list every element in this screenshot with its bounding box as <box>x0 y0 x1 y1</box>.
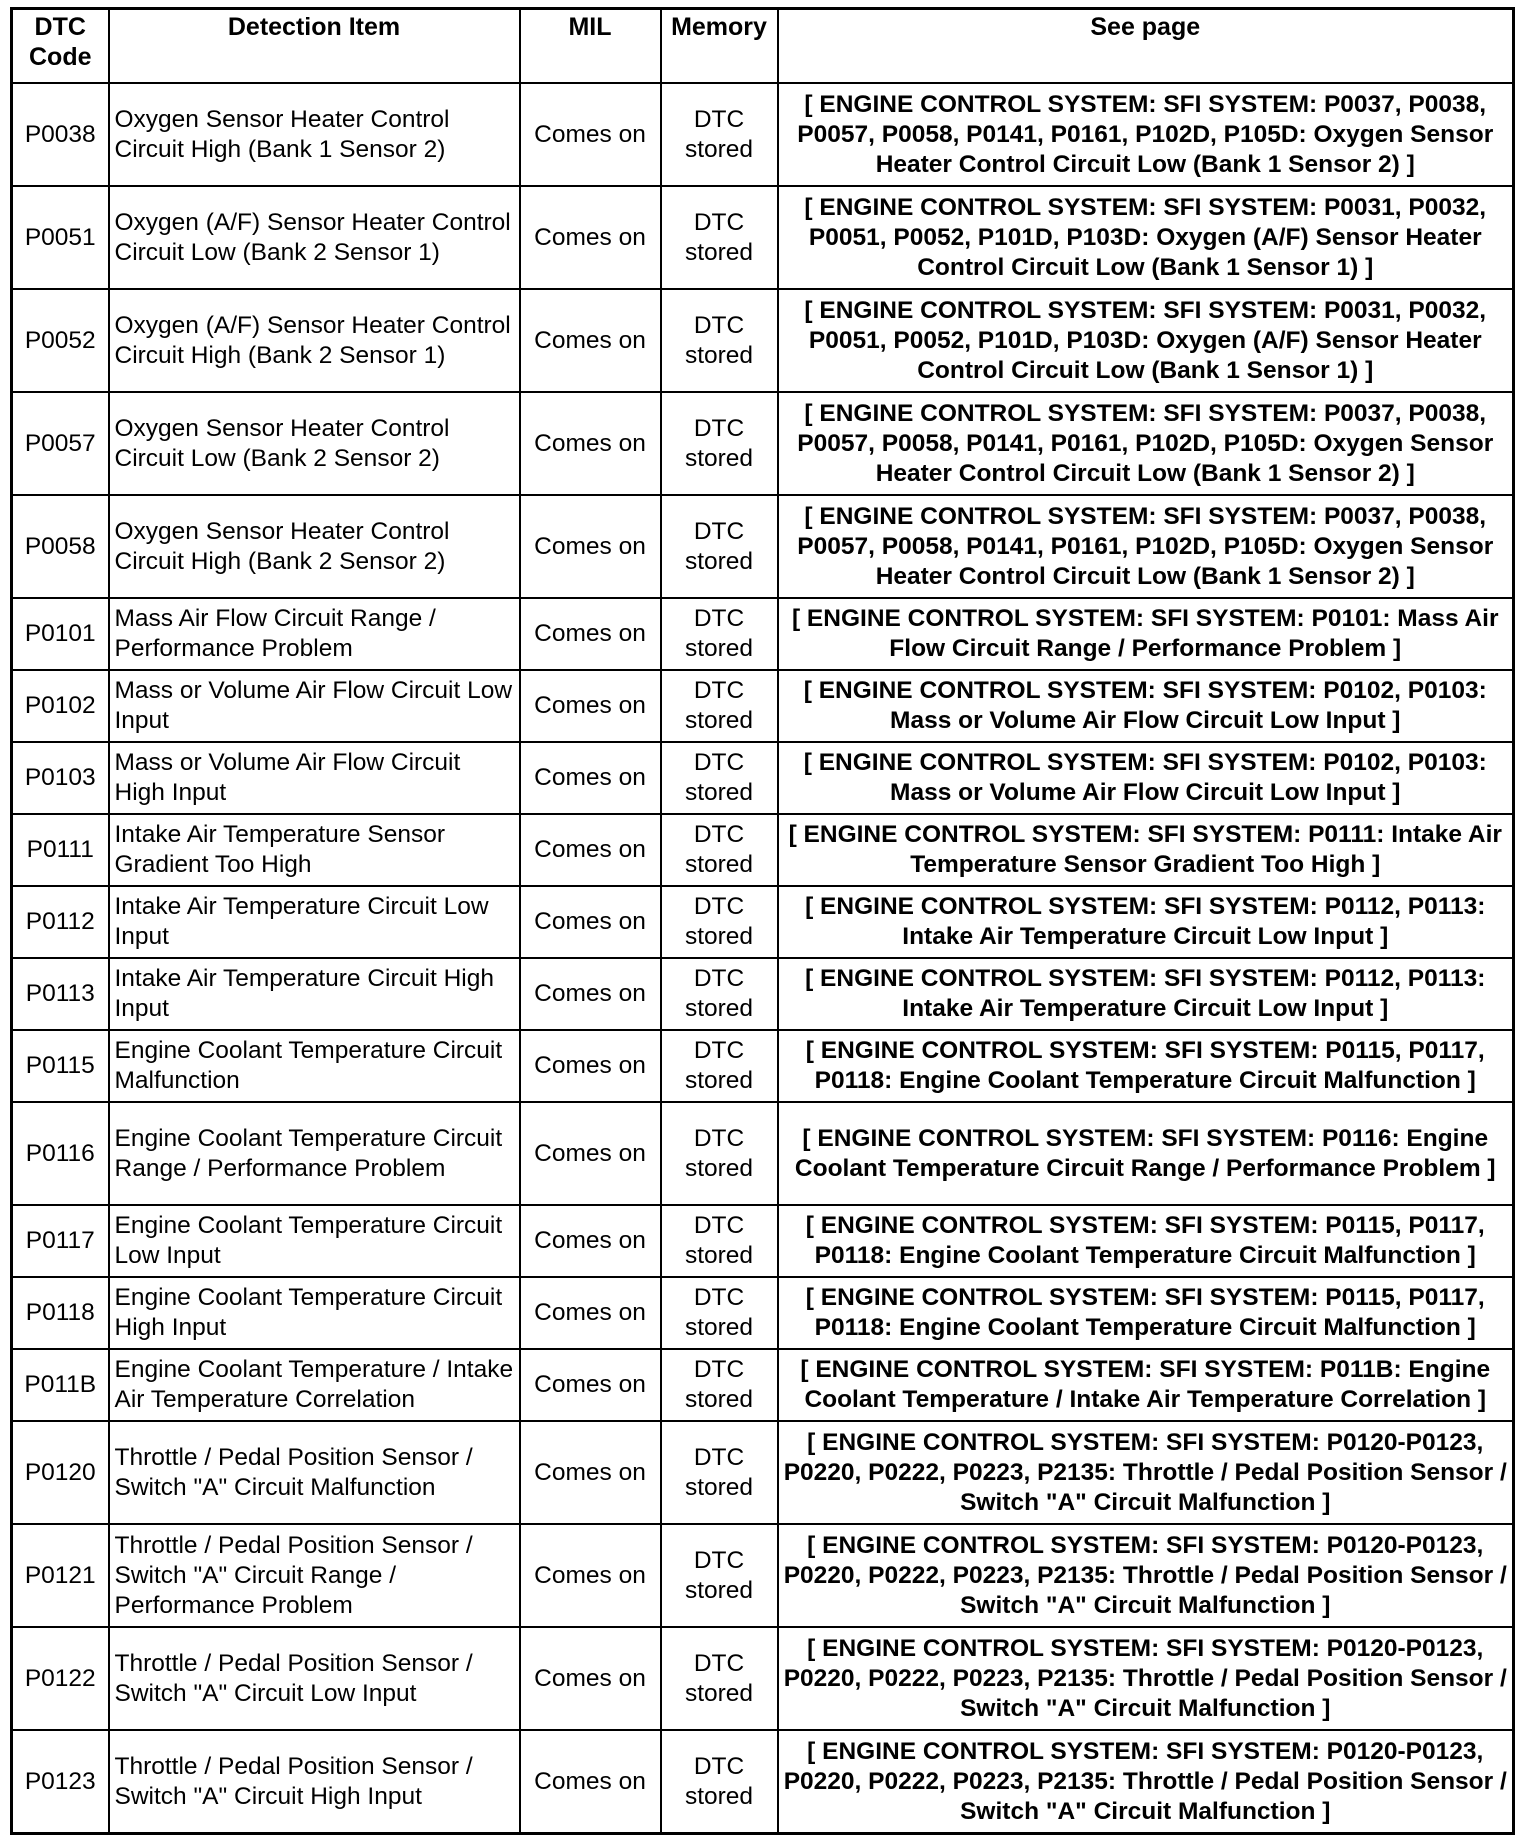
see-page-link[interactable]: [ ENGINE CONTROL SYSTEM: SFI SYSTEM: P0120-P0123, P0220, P0222, P0223, P2135: Throttle / Pedal Position Sensor / Switch "A" Circuit Malfunction ] <box>778 1627 1514 1730</box>
table-row <box>12 670 1514 742</box>
mil-status: Comes on <box>520 83 661 186</box>
table-row <box>12 1102 1514 1205</box>
dtc-code: P011B <box>12 1349 109 1421</box>
memory-status: DTC stored <box>661 1421 778 1524</box>
header-see-page: See page <box>778 9 1514 84</box>
mil-status: Comes on <box>520 1349 661 1421</box>
detection-item: Intake Air Temperature Sensor Gradient Too High <box>109 814 520 886</box>
dtc-code: P0052 <box>12 289 109 392</box>
mil-status: Comes on <box>520 289 661 392</box>
mil-status: Comes on <box>520 1102 661 1205</box>
detection-item: Engine Coolant Temperature Circuit Low Input <box>109 1205 520 1277</box>
see-page-link[interactable]: [ ENGINE CONTROL SYSTEM: SFI SYSTEM: P0037, P0038, P0057, P0058, P0141, P0161, P102D, P105D: Oxygen Sensor Heater Control Circuit Low (Bank 1 Sensor 2) ] <box>778 392 1514 495</box>
see-page-link[interactable]: [ ENGINE CONTROL SYSTEM: SFI SYSTEM: P0037, P0038, P0057, P0058, P0141, P0161, P102D, P105D: Oxygen Sensor Heater Control Circuit Low (Bank 1 Sensor 2) ] <box>778 495 1514 598</box>
dtc-code: P0123 <box>12 1730 109 1834</box>
memory-status: DTC stored <box>661 1730 778 1834</box>
table-row <box>12 1730 1514 1834</box>
table-row <box>12 495 1514 598</box>
table-row <box>12 742 1514 814</box>
detection-item: Throttle / Pedal Position Sensor / Switch "A" Circuit High Input <box>109 1730 520 1834</box>
memory-status: DTC stored <box>661 392 778 495</box>
table-row <box>12 1524 1514 1627</box>
mil-status: Comes on <box>520 958 661 1030</box>
see-page-link[interactable]: [ ENGINE CONTROL SYSTEM: SFI SYSTEM: P0101: Mass Air Flow Circuit Range / Performance Problem ] <box>778 598 1514 670</box>
dtc-code: P0102 <box>12 670 109 742</box>
see-page-link[interactable]: [ ENGINE CONTROL SYSTEM: SFI SYSTEM: P0115, P0117, P0118: Engine Coolant Temperature Circuit Malfunction ] <box>778 1030 1514 1102</box>
mil-status: Comes on <box>520 814 661 886</box>
see-page-link[interactable]: [ ENGINE CONTROL SYSTEM: SFI SYSTEM: P0120-P0123, P0220, P0222, P0223, P2135: Throttle / Pedal Position Sensor / Switch "A" Circuit Malfunction ] <box>778 1421 1514 1524</box>
table-row <box>12 814 1514 886</box>
mil-status: Comes on <box>520 186 661 289</box>
memory-status: DTC stored <box>661 886 778 958</box>
mil-status: Comes on <box>520 1421 661 1524</box>
see-page-link[interactable]: [ ENGINE CONTROL SYSTEM: SFI SYSTEM: P0120-P0123, P0220, P0222, P0223, P2135: Throttle / Pedal Position Sensor / Switch "A" Circuit Malfunction ] <box>778 1730 1514 1834</box>
dtc-code: P0058 <box>12 495 109 598</box>
dtc-code: P0113 <box>12 958 109 1030</box>
detection-item: Oxygen Sensor Heater Control Circuit High (Bank 2 Sensor 2) <box>109 495 520 598</box>
dtc-code: P0117 <box>12 1205 109 1277</box>
memory-status: DTC stored <box>661 1349 778 1421</box>
detection-item: Engine Coolant Temperature Circuit High Input <box>109 1277 520 1349</box>
detection-item: Engine Coolant Temperature Circuit Malfunction <box>109 1030 520 1102</box>
detection-item: Engine Coolant Temperature Circuit Range / Performance Problem <box>109 1102 520 1205</box>
detection-item: Throttle / Pedal Position Sensor / Switch "A" Circuit Range / Performance Problem <box>109 1524 520 1627</box>
see-page-link[interactable]: [ ENGINE CONTROL SYSTEM: SFI SYSTEM: P0112, P0113: Intake Air Temperature Circuit Low Input ] <box>778 958 1514 1030</box>
dtc-code: P0103 <box>12 742 109 814</box>
table-row <box>12 186 1514 289</box>
detection-item: Oxygen Sensor Heater Control Circuit Low (Bank 2 Sensor 2) <box>109 392 520 495</box>
table-header-row <box>12 9 1514 84</box>
memory-status: DTC stored <box>661 186 778 289</box>
header-mil: MIL <box>520 9 661 84</box>
dtc-code: P0118 <box>12 1277 109 1349</box>
table-row <box>12 392 1514 495</box>
see-page-link[interactable]: [ ENGINE CONTROL SYSTEM: SFI SYSTEM: P0120-P0123, P0220, P0222, P0223, P2135: Throttle / Pedal Position Sensor / Switch "A" Circuit Malfunction ] <box>778 1524 1514 1627</box>
table-row <box>12 1205 1514 1277</box>
detection-item: Intake Air Temperature Circuit Low Input <box>109 886 520 958</box>
detection-item: Oxygen Sensor Heater Control Circuit High (Bank 1 Sensor 2) <box>109 83 520 186</box>
detection-item: Oxygen (A/F) Sensor Heater Control Circuit Low (Bank 2 Sensor 1) <box>109 186 520 289</box>
table-row <box>12 83 1514 186</box>
mil-status: Comes on <box>520 1205 661 1277</box>
header-memory: Memory <box>661 9 778 84</box>
memory-status: DTC stored <box>661 814 778 886</box>
header-detection-item: Detection Item <box>109 9 520 84</box>
mil-status: Comes on <box>520 670 661 742</box>
see-page-link[interactable]: [ ENGINE CONTROL SYSTEM: SFI SYSTEM: P0111: Intake Air Temperature Sensor Gradient Too High ] <box>778 814 1514 886</box>
see-page-link[interactable]: [ ENGINE CONTROL SYSTEM: SFI SYSTEM: P0115, P0117, P0118: Engine Coolant Temperature Circuit Malfunction ] <box>778 1205 1514 1277</box>
memory-status: DTC stored <box>661 1205 778 1277</box>
mil-status: Comes on <box>520 1030 661 1102</box>
mil-status: Comes on <box>520 495 661 598</box>
mil-status: Comes on <box>520 1730 661 1834</box>
mil-status: Comes on <box>520 598 661 670</box>
table-row <box>12 1277 1514 1349</box>
detection-item: Mass Air Flow Circuit Range / Performance Problem <box>109 598 520 670</box>
table-row <box>12 289 1514 392</box>
memory-status: DTC stored <box>661 1524 778 1627</box>
header-dtc-code: DTC Code <box>12 9 109 84</box>
dtc-code: P0111 <box>12 814 109 886</box>
mil-status: Comes on <box>520 1277 661 1349</box>
table-row <box>12 1421 1514 1524</box>
table-row <box>12 1030 1514 1102</box>
detection-item: Throttle / Pedal Position Sensor / Switch "A" Circuit Malfunction <box>109 1421 520 1524</box>
dtc-code: P0112 <box>12 886 109 958</box>
dtc-code: P0057 <box>12 392 109 495</box>
memory-status: DTC stored <box>661 495 778 598</box>
dtc-code: P0101 <box>12 598 109 670</box>
detection-item: Mass or Volume Air Flow Circuit High Input <box>109 742 520 814</box>
mil-status: Comes on <box>520 742 661 814</box>
mil-status: Comes on <box>520 1627 661 1730</box>
detection-item: Throttle / Pedal Position Sensor / Switch "A" Circuit Low Input <box>109 1627 520 1730</box>
see-page-link[interactable]: [ ENGINE CONTROL SYSTEM: SFI SYSTEM: P011B: Engine Coolant Temperature / Intake Air Temperature Correlation ] <box>778 1349 1514 1421</box>
see-page-link[interactable]: [ ENGINE CONTROL SYSTEM: SFI SYSTEM: P0102, P0103: Mass or Volume Air Flow Circuit Low Input ] <box>778 742 1514 814</box>
dtc-code: P0121 <box>12 1524 109 1627</box>
detection-item: Mass or Volume Air Flow Circuit Low Input <box>109 670 520 742</box>
dtc-code: P0122 <box>12 1627 109 1730</box>
memory-status: DTC stored <box>661 742 778 814</box>
dtc-table <box>10 7 1515 1835</box>
detection-item: Oxygen (A/F) Sensor Heater Control Circuit High (Bank 2 Sensor 1) <box>109 289 520 392</box>
dtc-code: P0116 <box>12 1102 109 1205</box>
see-page-link[interactable]: [ ENGINE CONTROL SYSTEM: SFI SYSTEM: P0031, P0032, P0051, P0052, P101D, P103D: Oxygen (A/F) Sensor Heater Control Circuit Low (Bank 1 Sensor 1) ] <box>778 186 1514 289</box>
memory-status: DTC stored <box>661 1627 778 1730</box>
memory-status: DTC stored <box>661 1030 778 1102</box>
see-page-link[interactable]: [ ENGINE CONTROL SYSTEM: SFI SYSTEM: P0112, P0113: Intake Air Temperature Circuit Low Input ] <box>778 886 1514 958</box>
table-row <box>12 1627 1514 1730</box>
mil-status: Comes on <box>520 886 661 958</box>
see-page-link[interactable]: [ ENGINE CONTROL SYSTEM: SFI SYSTEM: P0031, P0032, P0051, P0052, P101D, P103D: Oxygen (A/F) Sensor Heater Control Circuit Low (Bank 1 Sensor 1) ] <box>778 289 1514 392</box>
dtc-code: P0038 <box>12 83 109 186</box>
memory-status: DTC stored <box>661 83 778 186</box>
dtc-code: P0051 <box>12 186 109 289</box>
memory-status: DTC stored <box>661 670 778 742</box>
detection-item: Engine Coolant Temperature / Intake Air Temperature Correlation <box>109 1349 520 1421</box>
memory-status: DTC stored <box>661 1102 778 1205</box>
memory-status: DTC stored <box>661 598 778 670</box>
table-row <box>12 886 1514 958</box>
mil-status: Comes on <box>520 1524 661 1627</box>
see-page-link[interactable]: [ ENGINE CONTROL SYSTEM: SFI SYSTEM: P0102, P0103: Mass or Volume Air Flow Circuit Low Input ] <box>778 670 1514 742</box>
table-row <box>12 958 1514 1030</box>
memory-status: DTC stored <box>661 289 778 392</box>
memory-status: DTC stored <box>661 1277 778 1349</box>
see-page-link[interactable]: [ ENGINE CONTROL SYSTEM: SFI SYSTEM: P0037, P0038, P0057, P0058, P0141, P0161, P102D, P105D: Oxygen Sensor Heater Control Circuit Low (Bank 1 Sensor 2) ] <box>778 83 1514 186</box>
detection-item: Intake Air Temperature Circuit High Input <box>109 958 520 1030</box>
see-page-link[interactable]: [ ENGINE CONTROL SYSTEM: SFI SYSTEM: P0115, P0117, P0118: Engine Coolant Temperature Circuit Malfunction ] <box>778 1277 1514 1349</box>
memory-status: DTC stored <box>661 958 778 1030</box>
mil-status: Comes on <box>520 392 661 495</box>
dtc-code: P0120 <box>12 1421 109 1524</box>
table-row <box>12 1349 1514 1421</box>
table-row <box>12 598 1514 670</box>
see-page-link[interactable]: [ ENGINE CONTROL SYSTEM: SFI SYSTEM: P0116: Engine Coolant Temperature Circuit Range / Performance Problem ] <box>778 1102 1514 1205</box>
dtc-code: P0115 <box>12 1030 109 1102</box>
